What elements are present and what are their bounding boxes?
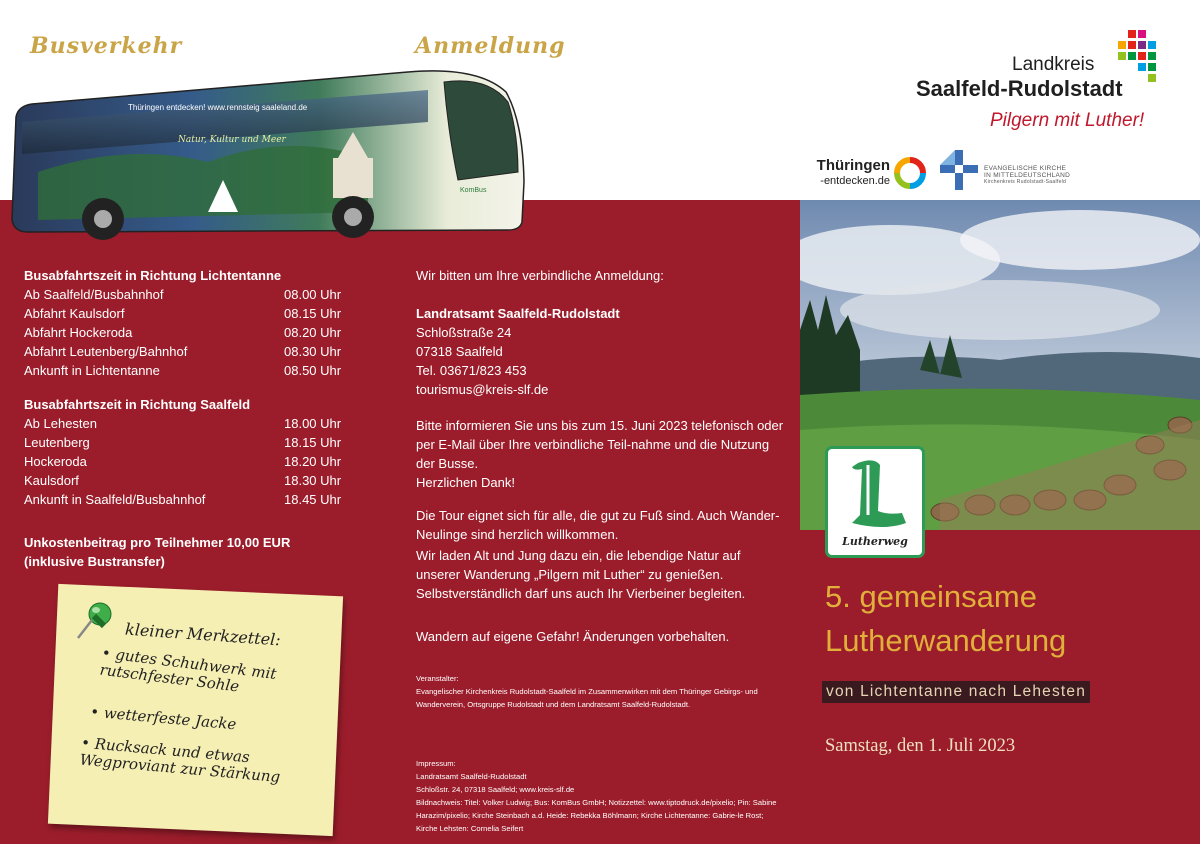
lutherweg-badge	[825, 446, 925, 558]
route-subtitle: von Lichtentanne nach Lehesten	[822, 681, 1090, 703]
logo-line2: Saalfeld-Rudolstadt	[916, 76, 1123, 101]
ekm-text: EVANGELISCHE KIRCHE IN MITTELDEUTSCHLAND Kirchenkreis Rudolstadt-Saalfeld	[984, 165, 1071, 185]
bus-slogan: Natur, Kultur und Meer	[178, 135, 286, 145]
bus-brand: KomBus	[460, 187, 487, 194]
registration-intro: Wir bitten um Ihre verbindliche Anmeldung:	[416, 268, 664, 283]
thueringen-text: Thüringen	[816, 157, 890, 174]
event-title	[825, 575, 1066, 663]
schedule-row: Abfahrt Leutenberg/Bahnhof 08.30 Uhr	[24, 344, 342, 359]
registration-text: Bitte informieren Sie uns bis zum 15. Juni 2023 telefonisch oder per E-Mail über Ihre verbindliche Teil-nahme und die Nutzung der Busse. Herzlichen Dank!	[416, 418, 784, 490]
bus-image	[8, 62, 530, 240]
schedule-row: Ankunft in Saalfeld/Busbahnhof 18.45 Uhr	[24, 492, 342, 507]
lutherweg-l-icon	[840, 457, 910, 529]
note-title: kleiner Merkzettel:	[124, 619, 282, 650]
note-item-shoes: • gutes Schuhwerk mit rutschfester Sohle	[98, 643, 278, 696]
ekm-logo	[938, 150, 1078, 192]
cost-info: Unkostenbeitrag pro Teilnehmer 10,00 EUR (inklusive Bustransfer)	[24, 535, 291, 569]
thueringen-ring-icon	[894, 157, 926, 189]
cross-icon	[940, 150, 978, 190]
event-title-line2: Lutherwanderung	[825, 623, 1067, 658]
schedule-row: Ankunft in Lichtentanne 08.50 Uhr	[24, 363, 342, 378]
schedule-row: Abfahrt Kaulsdorf 08.15 Uhr	[24, 306, 342, 321]
event-title-line1: 5. gemeinsame	[825, 579, 1037, 614]
schedule-row: Ab Lehesten 18.00 Uhr	[24, 416, 342, 431]
schedule-row: Kaulsdorf 18.30 Uhr	[24, 473, 342, 488]
registration-address: Landratsamt Saalfeld-Rudolstadt Schloßstraße 24 07318 Saalfeld Tel. 03671/823 453 tourismus@kreis-slf.de	[416, 304, 786, 399]
logo-line1: Landkreis	[1012, 54, 1095, 75]
schedule-row: Ab Saalfeld/Busbahnhof 08.00 Uhr	[24, 287, 342, 302]
invite-text: Wir laden Alt und Jung dazu ein, die lebendige Natur auf unserer Wanderung „Pilgern mit Luther“ zu genießen. Selbstverständlich darf uns auch Ihr Vierbeiner begleiten.	[416, 548, 746, 601]
tagline: Pilgern mit Luther!	[990, 110, 1145, 131]
note-item-backpack: • Rucksack und etwas Wegproviant zur Stärkung	[78, 733, 281, 787]
anmeldung-heading: Anmeldung	[415, 33, 566, 59]
tour-text: Die Tour eignet sich für alle, die gut zu Fuß sind. Auch Wander-Neulinge sind herzlich willkommen.	[416, 508, 780, 542]
schedule-row: Abfahrt Hockeroda 08.20 Uhr	[24, 325, 342, 340]
thueringen-sub: -entdecken.de	[820, 175, 890, 187]
pushpin-icon	[70, 600, 116, 646]
disclaimer-text: Wandern auf eigene Gefahr! Änderungen vorbehalten.	[416, 629, 730, 644]
thueringen-logo	[810, 155, 930, 195]
imprint-info: Impressum: Landratsamt Saalfeld-Rudolstadt Schloßstr. 24, 07318 Saalfeld; www.kreis-slf.de Bildnachweis: Titel: Volker Ludwig; Bus: KomBus GmbH; Notizzettel: www.tiptodruck.de/pixelio; Pin: Sabine Harazim/pixelio; Kirche Steinbach a.d. Heide: Rebekka Böhlmann; Kirche Lichtentanne: Gabrie-le Rost; Kirche Lehsten: Cornelia Seifert	[416, 759, 777, 833]
lutherweg-label: Lutherweg	[842, 535, 908, 548]
landkreis-logo	[916, 54, 1126, 102]
registration-email[interactable]: tourismus@kreis-slf.de	[416, 382, 549, 397]
schedule-return-heading: Busabfahrtszeit in Richtung Saalfeld	[24, 397, 251, 412]
note-item-jacket: • wetterfeste Jacke	[89, 702, 238, 734]
schedule-outbound	[24, 266, 354, 380]
event-date: Samstag, den 1. Juli 2023	[825, 736, 1016, 756]
bus-ad-text: Thüringen entdecken! www.rennsteig saaleland.de	[128, 103, 308, 112]
schedule-row: Leutenberg 18.15 Uhr	[24, 435, 342, 450]
organizer-info: Veranstalter: Evangelischer Kirchenkreis Rudolstadt-Saalfeld im Zusammenwirken mit dem Thüringer Gebirgs- und Wanderverein, Ortsgruppe Rudolstadt und dem Landratsamt Saalfeld-Rudolstadt.	[416, 674, 758, 709]
schedule-outbound-heading: Busabfahrtszeit in Richtung Lichtentanne	[24, 268, 282, 283]
busverkehr-heading: Busverkehr	[30, 33, 183, 59]
schedule-row: Hockeroda 18.20 Uhr	[24, 454, 342, 469]
schedule-return	[24, 395, 354, 509]
